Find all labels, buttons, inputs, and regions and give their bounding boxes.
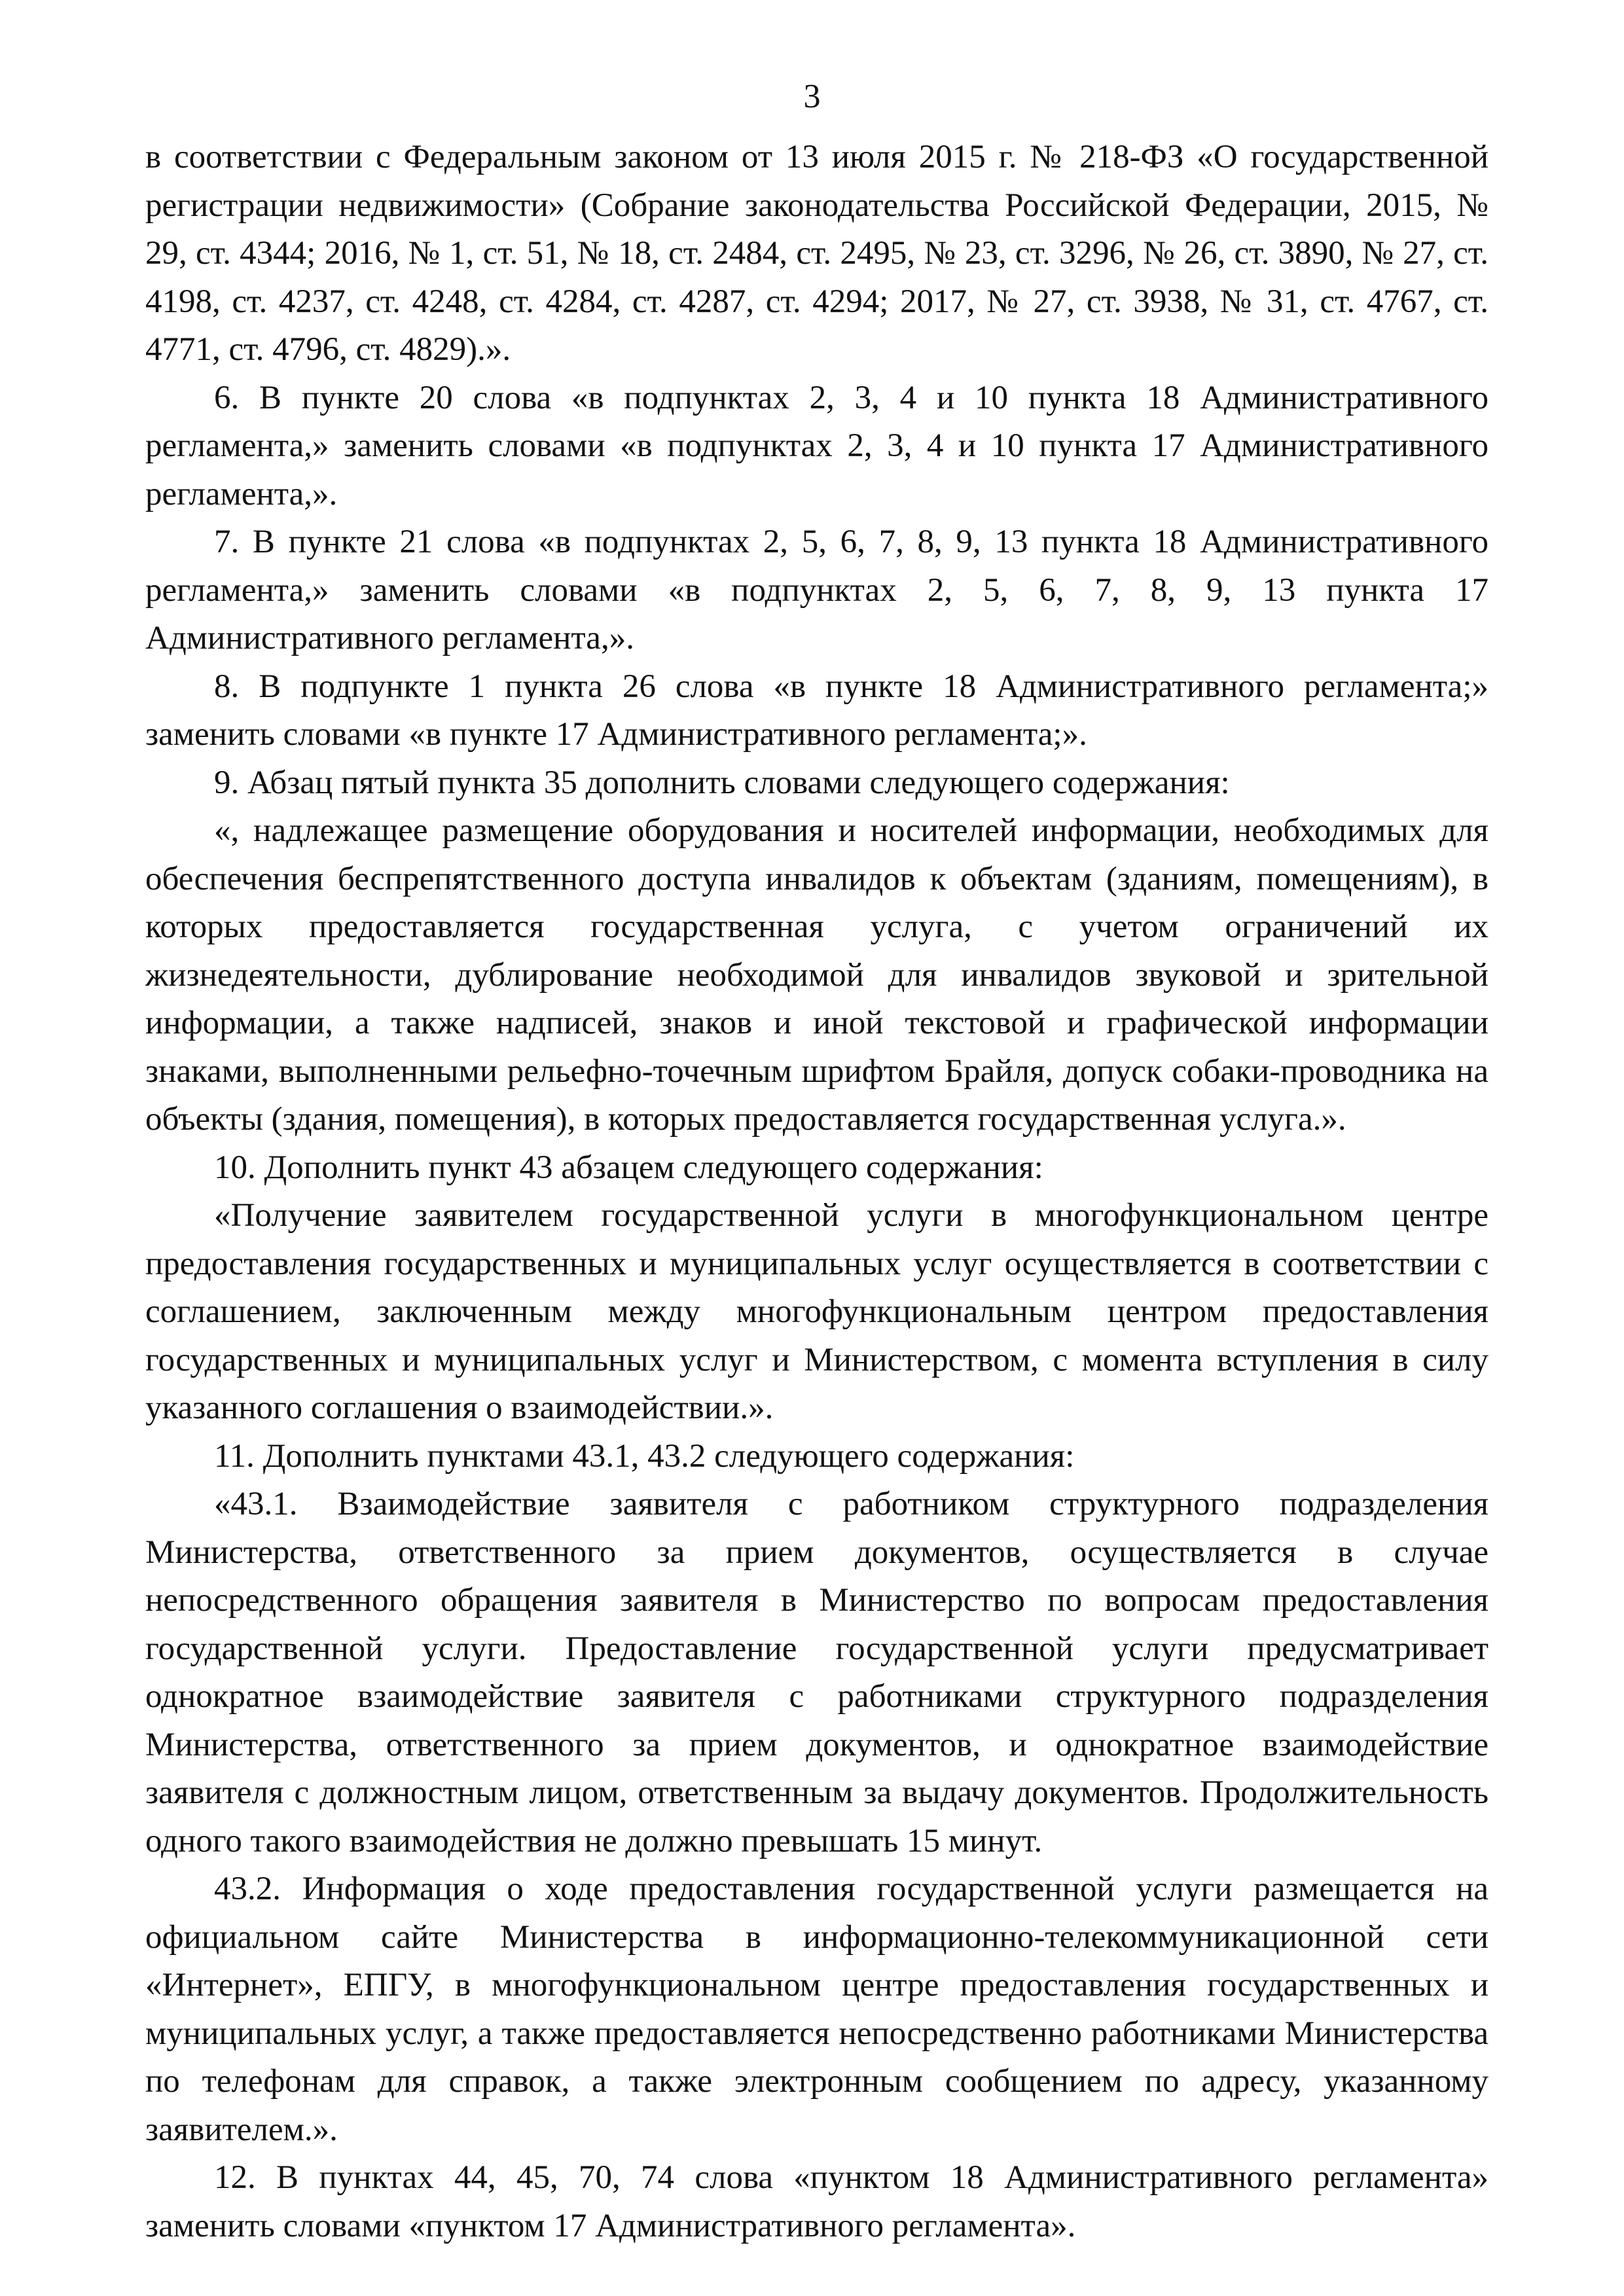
paragraph-item-9-quote: «, надлежащее размещение оборудования и носителей информации, необходимых для обеспечения беспрепятственного доступа инвалидов к объектам (зданиям, помещениям), в которых предоставляется государственная услуга, с учетом ограничений их жизнедеятельности, дублирование необходимой для инвалидов звуковой и зрительной информации, а также надписей, знаков и иной текстовой и графической информации знаками, выполненными рельефно-точечным шрифтом Брайля, допуск собаки-проводника на объекты (здания, помещения), в которых предоставляется государственная услуга.». <box>145 812 1489 1138</box>
paragraph-item-8: 8. В подпункте 1 пункта 26 слова «в пункте 18 Административного регламента;» заменить словами «в пункте 17 Административного регламента;». <box>145 668 1489 753</box>
paragraph-item-9: 9. Абзац пятый пункта 35 дополнить словами следующего содержания: <box>214 764 1230 801</box>
document-body <box>145 134 1489 2250</box>
paragraph-item-6: 6. В пункте 20 слова «в подпунктах 2, 3, 4 и 10 пункта 18 Административного регламента,» заменить словами «в подпунктах 2, 3, 4 и 10 пункта 17 Административного регламента,». <box>145 379 1489 512</box>
page-number: 3 <box>803 78 821 115</box>
paragraph-item-10-quote: «Получение заявителем государственной услуги в многофункциональном центре предоставления государственных и муниципальных услуг осуществляется в соответствии с соглашением, заключенным между многофункциональным центром предоставления государственных и муниципальных услуг и Министерством, с момента вступления в силу указанного соглашения о взаимодействии.». <box>145 1197 1489 1426</box>
paragraph-item-7: 7. В пункте 21 слова «в подпунктах 2, 5, 6, 7, 8, 9, 13 пункта 18 Административного регламента,» заменить словами «в подпунктах 2, 5, 6, 7, 8, 9, 13 пункта 17 Административного регламента,». <box>145 524 1489 656</box>
paragraph-item-12: 12. В пунктах 44, 45, 70, 74 слова «пунктом 18 Административного регламента» заменить словами «пунктом 17 Административного регламента». <box>145 2159 1489 2244</box>
paragraph-item-43-2: 43.2. Информация о ходе предоставления государственной услуги размещается на официальном сайте Министерства в информационно-телекоммуникационной сети «Интернет», ЕПГУ, в многофункциональном центре предоставления государственных и муниципальных услуг, а также предоставляется непосредственно работниками Министерства по телефонам для справок, а также электронным сообщением по адресу, указанному заявителем.». <box>145 1871 1489 2148</box>
paragraph-item-10: 10. Дополнить пункт 43 абзацем следующего содержания: <box>214 1149 1043 1186</box>
paragraph-item-43-1: «43.1. Взаимодействие заявителя с работником структурного подразделения Министерства, ответственного за прием документов, осуществляется в случае непосредственного обращения заявителя в Министерство по вопросам предоставления государственной услуги. Предоставление государственной услуги предусматривает однократное взаимодействие заявителя с работниками структурного подразделения Министерства, ответственного за прием документов, и однократное взаимодействие заявителя с должностным лицом, ответственным за выдачу документов. Продолжительность одного такого взаимодействия не должно превышать 15 минут. <box>145 1486 1489 1859</box>
paragraph-item-11: 11. Дополнить пунктами 43.1, 43.2 следующего содержания: <box>214 1437 1075 1475</box>
paragraph-continuation: в соответствии с Федеральным законом от 13 июля 2015 г. № 218-ФЗ «О государственной регистрации недвижимости» (Собрание законодательства Российской Федерации, 2015, № 29, ст. 4344; 2016, № 1, ст. 51, № 18, ст. 2484, ст. 2495, № 23, ст. 3296, № 26, ст. 3890, № 27, ст. 4198, ст. 4237, ст. 4248, ст. 4284, ст. 4287, ст. 4294; 2017, № 27, ст. 3938, № 31, ст. 4767, ст. 4771, ст. 4796, ст. 4829).». <box>145 139 1489 368</box>
